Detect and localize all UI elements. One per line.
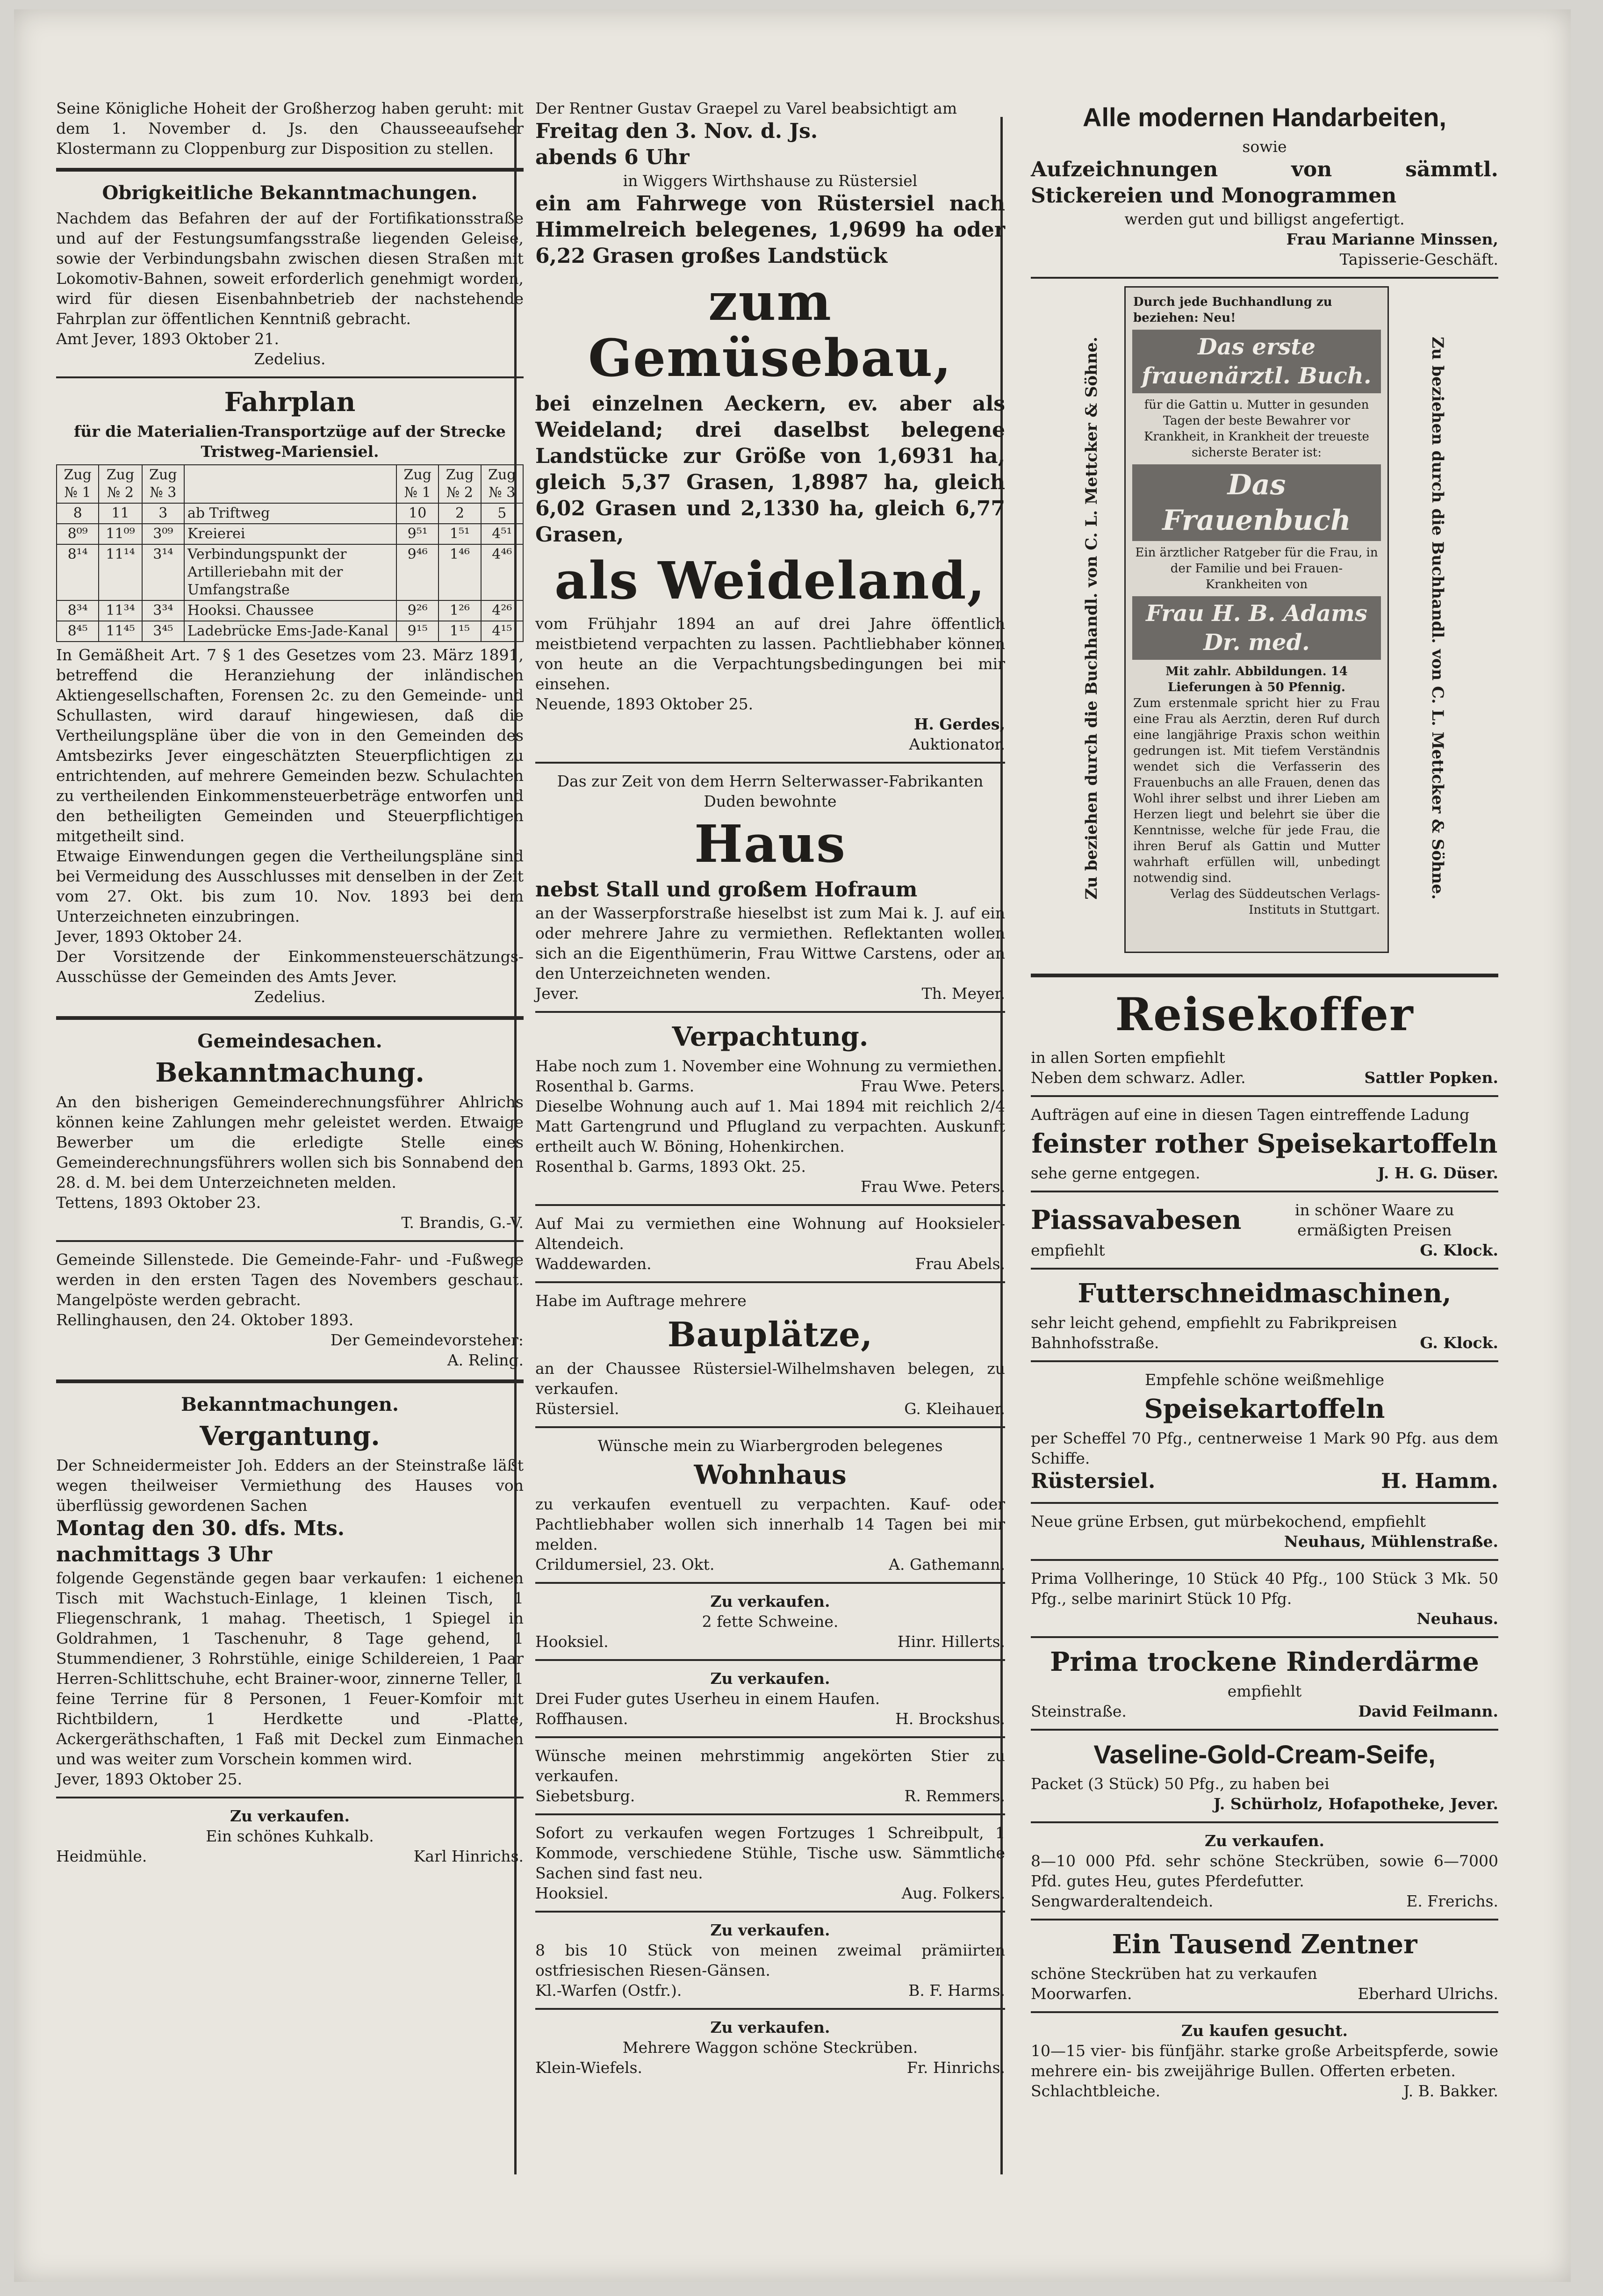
divider (1031, 974, 1498, 977)
ad-title: Zu verkaufen. (710, 2018, 830, 2036)
ad-place: Rosenthal b. Garms. (535, 1077, 695, 1095)
ad-place: Waddewarden. (535, 1255, 652, 1273)
divider (56, 376, 524, 378)
ad-headline: Reisekoffer (1115, 988, 1414, 1041)
ad-place: Klein-Wiefels. (535, 2058, 643, 2077)
ad-signature: R. Remmers. (904, 1787, 1005, 1805)
ad-title: Zu verkaufen. (710, 1921, 830, 1939)
ad-signature: G. Kleihauer. (904, 1400, 1005, 1418)
divider (535, 1281, 1005, 1283)
divider (1031, 1729, 1498, 1731)
ad-text: vom Frühjahr 1894 an auf drei Jahre öffentlich meistbietend verpachten zu lassen. Pachtliebhaber können von heute an die Verpachtungsbedingungen bei mir einsehen. (535, 614, 1005, 693)
ad-title: Zu verkaufen. (1204, 1832, 1325, 1850)
ad-text: in schöner Waare zu ermäßigten Preisen (1294, 1201, 1454, 1239)
notice-place-date: Jever, 1893 Oktober 25. (56, 1770, 243, 1788)
book-advert-publisher: Verlag des Süddeutschen Verlags-Instituts in Stuttgart. (1170, 887, 1380, 917)
ad-subheadline: nebst Stall und großem Hofraum (535, 878, 918, 902)
ad-text: Wünsche meinen mehrstimmig angekörten Stier zu verkaufen. (535, 1747, 1005, 1785)
ad-footer (535, 1554, 1005, 1574)
ad-signature: J. B. Bakker. (1403, 2082, 1498, 2100)
ad-text: 10—15 vier- bis fünfjähr. starke große Arbeitspferde, sowie mehrere ein- bis zweijährige Bullen. Offerten erbeten. (1031, 2042, 1498, 2080)
section-title: Bekanntmachungen. (181, 1393, 399, 1415)
ad-signature: Sattler Popken. (1364, 1069, 1498, 1087)
timetable-header: Zug № 1 Zug № 2 Zug № 3 Zug № 1 Zug № 2 Zug № 3 (57, 465, 523, 503)
ad-headline: Piassavabesen (1031, 1205, 1242, 1235)
divider (535, 1204, 1005, 1206)
ad-headline: Speisekartoffeln (1144, 1393, 1385, 1424)
book-advert-side-text: Zu beziehen durch die Buchhandl. von C. L. Mettcker & Söhne. (1428, 337, 1447, 900)
ad-text: Drei Fuder gutes Userheu in einem Haufen. (535, 1690, 880, 1708)
ad-text: Sofort zu verkaufen wegen Fortzuges 1 Schreibpult, 1 Kommode, verschiedene Stühle, Tische usw. Sämmtliche Sachen sind fast neu. (535, 1824, 1005, 1882)
ad-signature: David Feilmann. (1358, 1702, 1498, 1720)
ad-place: Roffhausen. (535, 1710, 628, 1728)
ad-place: Heidmühle. (56, 1847, 147, 1865)
ad-title: Zu kaufen gesucht. (1181, 2022, 1348, 2040)
column-left (56, 98, 524, 1866)
ad-title: Zu verkaufen. (710, 1669, 830, 1688)
ad-text: an der Wasserpforstraße hieselbst ist zum Mai k. J. auf ein oder mehrere Jahre zu vermiethen. Reflektanten wollen sich an die Eigenthümerin, Frau Wittwe Carstens, oder an den Unterzeichneten wenden. (535, 904, 1005, 982)
newspaper-page (14, 9, 1571, 2282)
ad-signature: G. Klock. (1420, 1334, 1498, 1352)
divider (1031, 277, 1498, 279)
ad-headline: Vaseline-Gold-Cream-Seife, (1093, 1740, 1436, 1769)
ad-footer (535, 1632, 1005, 1652)
ad-signature: Fr. Hinrichs. (906, 2058, 1005, 2077)
ad-signature: Frau Wwe. Peters. (860, 1177, 1005, 1196)
ad-text: 8 bis 10 Stück von meinen zweimal prämiirten ostfriesischen Riesen-Gänsen. (535, 1941, 1005, 1979)
ad-footer (535, 983, 1005, 1004)
ad-footer (535, 1786, 1005, 1806)
ad-text: bei einzelnen Aeckern, ev. aber als Weideland; drei daselbst belegene Landstücke zur Größe von 1,6931 ha, gleich 5,37 Grasen, 1,8987 ha, gleich 6,02 Grasen und 2,1330 ha, gleich 6,77 Grasen, (535, 392, 1005, 547)
ad-signature: J. H. G. Düser. (1377, 1164, 1498, 1182)
ad-text: in allen Sorten empfiehlt (1031, 1048, 1225, 1067)
ad-place: Rüstersiel. (535, 1400, 619, 1418)
divider (535, 1426, 1005, 1428)
column-right (1031, 98, 1498, 2101)
timetable (56, 464, 524, 642)
ad-signature: Hinr. Hillerts. (897, 1632, 1005, 1651)
ad-text: empfiehlt (1227, 1682, 1302, 1700)
notice-signature: A. Reling. (447, 1351, 524, 1369)
ad-footer (535, 1709, 1005, 1729)
ad-text: Empfehle schöne weißmehlige (1144, 1371, 1385, 1389)
ad-text: sowie (1242, 137, 1287, 156)
ad-text: 2 fette Schweine. (702, 1612, 839, 1631)
ad-place-date: Rosenthal b. Garms, 1893 Okt. 25. (535, 1157, 806, 1176)
ad-date: Freitag den 3. Nov. d. Js. (535, 119, 818, 143)
divider (1031, 1919, 1498, 1921)
ad-place: Crildumersiel, 23. Okt. (535, 1555, 715, 1574)
ad-signature: H. Brockshus. (895, 1710, 1005, 1728)
book-advert-price: Mit zahlr. Abbildungen. 14 Lieferungen à 50 Pfennig. (1165, 664, 1348, 694)
divider (535, 762, 1005, 764)
ad-signature: Neuhaus, Mühlenstraße. (1284, 1532, 1498, 1551)
ad-place: Kl.-Warfen (Ostfr.). (535, 1981, 682, 2000)
book-advert (1031, 286, 1498, 964)
divider (535, 1582, 1005, 1584)
notice-grand-duke: Seine Königliche Hoheit der Großherzog haben geruht: mit dem 1. November d. Js. den Chausseeaufseher Klostermann zu Cloppenburg zur Disposition zu stellen. (56, 99, 524, 158)
divider (1031, 1821, 1498, 1823)
ad-headline: Verpachtung. (672, 1021, 869, 1052)
ad-footer (1031, 1701, 1498, 1721)
ad-signature: Eberhard Ulrichs. (1358, 1985, 1498, 2003)
ad-place: Bahnhofsstraße. (1031, 1334, 1159, 1352)
ad-title: Zu verkaufen. (710, 1592, 830, 1610)
book-advert-top: Durch jede Buchhandlung zu beziehen: Neu! (1133, 295, 1332, 325)
timetable-subtitle: für die Materialien-Transportzüge auf der Strecke Tristweg-Mariensiel. (74, 422, 506, 461)
ad-signature: B. F. Harms. (908, 1981, 1005, 2000)
ad-footer (535, 1399, 1005, 1419)
divider (535, 1813, 1005, 1815)
book-advert-title: Das Frauenbuch (1132, 464, 1381, 541)
ad-footer (56, 1846, 524, 1866)
ad-headline: Wohnhaus (694, 1459, 847, 1490)
divider (535, 2008, 1005, 2010)
book-advert-text: für die Gattin u. Mutter in gesunden Tagen der beste Bewahrer vor Krankheit, in Krankheit der treueste sicherste Berater ist: (1144, 398, 1369, 460)
ad-headline: Bauplätze, (667, 1314, 873, 1354)
ad-footer (535, 2058, 1005, 2078)
ad-footer (1031, 1984, 1498, 2004)
ad-text: Mehrere Waggon schöne Steckrüben. (622, 2038, 918, 2057)
ad-row (1031, 1200, 1498, 1240)
divider (535, 1659, 1005, 1661)
ad-signature: H. Gerdes, (914, 715, 1005, 733)
divider (535, 1011, 1005, 1013)
ad-footer (1031, 1468, 1498, 1495)
notice-headline: Vergantung. (200, 1421, 380, 1451)
ad-text: an der Chaussee Rüstersiel-Wilhelmshaven belegen, zu verkaufen. (535, 1359, 1005, 1398)
notice-text: folgende Gegenstände gegen baar verkaufen: 1 eichenen Tisch mit Wachstuch-Einlage, 1 kleinen Tisch, 1 Fliegenschrank, 1 mahag. Theetisch, 1 Spiegel in Goldrahmen, 1 Taschenuhr, 8 Tage gehend, 1 Stummendiener, 3 Rohrstühle, einige Schildereien, 1 Paar Herren-Schlittschuhe, echt Brainer-woor, zinnerne Teller, 1 feine Terrine für 8 Personen, 1 Feuer-Komfoir mit Richtbildern, 1 Herdkette und -Platte, Ackergeräthschaften, 1 Faß mit Deckel zum Einmachen und was weiter zum Vorschein kommen wird. (56, 1569, 524, 1768)
ad-signature: H. Hamm. (1381, 1469, 1498, 1493)
divider (535, 1736, 1005, 1738)
book-advert-text: Zum erstenmale spricht hier zu Frau eine Frau als Aerztin, deren Ruf durch eine langjährige Praxis schon weithin gedrungen ist. Mit tiefem Verständnis wendet sich die Verfasserin des Frauenbuchs an alle Frauen, denen das Wohl ihrer selbst und ihrer Lieben am Herzen liegt und belehrt sie über die Kenntnisse, welche für jede Frau, die ihren Beruf als Gattin und Mutter wahrhaft erfüllen will, unbedingt notwendig sind. (1133, 696, 1380, 885)
ad-headline: Haus (694, 814, 847, 874)
divider (1031, 1559, 1498, 1561)
ad-footer (1031, 1068, 1498, 1088)
ad-text: Dieselbe Wohnung auch auf 1. Mai 1894 mit reichlich 2/4 Matt Gartengrund und Pflugland zu verpachten. Auskunft ertheilt auch W. Böning, Hohenkirchen. (535, 1097, 1005, 1155)
ad-place: Schlachtbleiche. (1031, 2082, 1161, 2100)
ad-text: Prima Vollheringe, 10 Stück 40 Pfg., 100 Stück 3 Mk. 50 Pfg., selbe marinirt Stück 10 Pfg. (1031, 1569, 1498, 1608)
notice-place-date: Tettens, 1893 Oktober 23. (56, 1193, 261, 1212)
ad-text: per Scheffel 70 Pfg., centnerweise 1 Mark 90 Pfg. aus dem Schiffe. (1031, 1429, 1498, 1467)
divider (535, 1911, 1005, 1913)
column-middle (535, 98, 1005, 2078)
divider (1031, 2011, 1498, 2013)
ad-footer (535, 1254, 1005, 1274)
divider (1031, 1095, 1498, 1097)
ad-footer (1031, 1163, 1498, 1183)
ad-footer (535, 1883, 1005, 1903)
divider (1031, 1360, 1498, 1362)
ad-headline: Alle modernen Handarbeiten, (1083, 102, 1446, 132)
ad-subheadline: Aufzeichnungen von sämmtl. Stickereien und Monogrammen (1031, 158, 1498, 208)
ad-text: Aufträgen auf eine in diesen Tagen eintreffende Ladung (1031, 1105, 1470, 1124)
timetable-row: 8¹⁴ 11¹⁴ 3¹⁴ Verbindungspunkt der Artilleriebahn mit der Umfangstraße 9⁴⁶ 1⁴⁶ 4⁴⁶ (57, 544, 523, 600)
ad-signature: Th. Meyer. (921, 984, 1005, 1003)
ad-headline: zum Gemüsebau, (588, 272, 952, 388)
ad-signature: Aug. Folkers. (901, 1884, 1005, 1902)
ad-place: Jever. (535, 984, 579, 1003)
ad-title: Zu verkaufen. (230, 1807, 350, 1825)
ad-text: Wünsche mein zu Wiarbergroden belegenes (597, 1437, 943, 1455)
auction-time: nachmittags 3 Uhr (56, 1543, 273, 1567)
ad-text: Habe noch zum 1. November eine Wohnung zu vermiethen. (535, 1057, 1002, 1075)
ad-footer (535, 1980, 1005, 2000)
notice-place-date: Jever, 1893 Oktober 24. (56, 927, 243, 946)
ad-footer (535, 1076, 1005, 1096)
ad-role: Tapisserie-Geschäft. (1339, 250, 1498, 268)
divider (1031, 1268, 1498, 1270)
book-advert-text: Ein ärztlicher Ratgeber für die Frau, in der Familie und bei Frauen-Krankheiten von (1135, 546, 1378, 592)
notice-text: Etwaige Einwendungen gegen die Vertheilungspläne sind bei Vermeidung des Ausschlusses mit denselben in der Zeit vom 27. Okt. bis zum 10. Nov. 1893 bei dem Unterzeichneten einzubringen. (56, 847, 524, 925)
ad-text: empfiehlt (1031, 1241, 1105, 1259)
ad-signature: Neuhaus. (1416, 1610, 1498, 1628)
ad-text: Neue grüne Erbsen, gut mürbekochend, empfiehlt (1031, 1512, 1426, 1531)
ad-footer (1031, 2081, 1498, 2101)
divider (56, 168, 524, 172)
timetable-row: 8⁴⁵ 11⁴⁵ 3⁴⁵ Ladebrücke Ems-Jade-Kanal 9¹⁵ 1¹⁵ 4¹⁵ (57, 621, 523, 642)
notice-signature: Zedelius. (254, 988, 326, 1006)
ad-headline: Futterschneidmaschinen, (1078, 1278, 1452, 1309)
notice-text: In Gemäßheit Art. 7 § 1 des Gesetzes vom 23. März 1891, betreffend die Heranziehung der inländischen Aktiengesellschaften, Forensen 2c. zu den Gemeinde- und Schullasten, wird darauf hingewiesen, daß die Vertheilungspläne über die von in den Gemeinden des Amtsbezirks Jever eingeschätzten Steuerpflichtigen zu entrichtenden, auf mehrere Gemeinden bezw. Schulachten zu vertheilenden Einkommensteuerbeträge entworfen und den betheiligten Gemeinden und Steuerpflichtigen mitgetheilt sind. (56, 646, 524, 845)
ad-text: 8—10 000 Pfd. sehr schöne Steckrüben, sowie 6—7000 Pfd. gutes Heu, gutes Pferdefutter. (1031, 1852, 1498, 1890)
notice-place-date: Amt Jever, 1893 Oktober 21. (56, 330, 279, 348)
ad-place: Hooksiel. (535, 1884, 609, 1902)
book-advert-side-text: Zu beziehen durch die Buchhandl. von C. L. Mettcker & Söhne. (1082, 337, 1101, 900)
section-title: Gemeindesachen. (197, 1030, 382, 1052)
notice-signature: T. Brandis, G.-V. (401, 1213, 524, 1232)
ad-text: sehe gerne entgegen. (1031, 1164, 1200, 1182)
notice-text: Der Vorsitzende der Einkommensteuerschätzungs-Ausschüsse der Gemeinden des Amts Jever. (56, 947, 524, 986)
divider (1031, 1191, 1498, 1192)
ad-headline: Prima trockene Rinderdärme (1050, 1646, 1479, 1677)
ad-footer (1031, 1891, 1498, 1911)
ad-place: Sengwarderaltendeich. (1031, 1892, 1214, 1910)
notice-headline: Bekanntmachung. (155, 1057, 424, 1088)
section-title: Obrigkeitliche Bekanntmachungen. (102, 182, 478, 204)
ad-place: Steinstraße. (1031, 1702, 1127, 1720)
ad-role: Auktionator. (909, 735, 1005, 753)
ad-time: abends 6 Uhr (535, 145, 690, 169)
timetable-row: 8 11 3 ab Triftweg 10 2 5 (57, 503, 523, 524)
ad-footer (1031, 1333, 1498, 1353)
notice-text: Der Schneidermeister Joh. Edders an der Steinstraße läßt wegen theilweiser Vermiethung des Hauses von überflüssig gewordenen Sachen (56, 1456, 524, 1515)
ad-signature: Karl Hinrichs. (413, 1847, 524, 1865)
notice-text: Nachdem das Befahren der auf der Fortifikationsstraße und auf der Festungsumfangsstraße liegenden Geleise, sowie der Verbindungsbahn zwischen diesen Straßen mit Lokomotiv-Bahnen, soweit erforderlich genehmigt worden, wird für diesen Eisenbahnbetrieb der nachstehende Fahrplan zur öffentlichen Kenntniß gebracht. (56, 209, 524, 328)
ad-place: Hooksiel. (535, 1632, 609, 1651)
book-advert-banner: Das erste frauenärztl. Buch. (1132, 330, 1381, 393)
ad-place: Rüstersiel. (1031, 1469, 1156, 1493)
ad-place: Siebetsburg. (535, 1787, 635, 1805)
timetable-row: 8³⁴ 11³⁴ 3³⁴ Hooksi. Chaussee 9²⁶ 1²⁶ 4²⁶ (57, 600, 523, 621)
ad-text: Habe im Auftrage mehrere (535, 1292, 747, 1310)
ad-place-date: Neuende, 1893 Oktober 25. (535, 695, 754, 713)
ad-place: Moorwarfen. (1031, 1985, 1132, 2003)
ad-headline: feinster rother Speisekartoffeln (1031, 1128, 1498, 1159)
divider (56, 1016, 524, 1020)
notice-text: An den bisherigen Gemeinderechnungsführer Ahlrichs können keine Zahlungen mehr geleistet werden. Etwaige Bewerber um die erledigte Stelle eines Gemeinderechnungsführers wollen sich bis Sonnabend den 28. d. M. bei dem Unterzeichneten melden. (56, 1093, 524, 1191)
divider (1031, 1636, 1498, 1638)
ad-signature: Frau Wwe. Peters. (860, 1077, 1005, 1095)
notice-role: Der Gemeindevorsteher: (330, 1331, 524, 1349)
ad-footer (1031, 1240, 1498, 1260)
auction-date: Montag den 30. dfs. Mts. (56, 1516, 345, 1540)
ad-text: schöne Steckrüben hat zu verkaufen (1031, 1964, 1317, 1983)
notice-place-date: Rellinghausen, den 24. Oktober 1893. (56, 1311, 354, 1329)
ad-signature: J. Schürholz, Hofapotheke, Jever. (1213, 1795, 1498, 1813)
notice-text: Gemeinde Sillenstede. Die Gemeinde-Fahr- und -Fußwege werden in den ersten Tagen des Novembers geschaut. Mangelpöste werden gebracht. (56, 1250, 524, 1309)
ad-text: zu verkaufen eventuell zu verpachten. Kauf- oder Pachtliebhaber wollen sich innerhalb 14 Tagen bei mir melden. (535, 1495, 1005, 1553)
ad-text: Ein schönes Kuhkalb. (206, 1827, 374, 1845)
ad-signature: G. Klock. (1420, 1241, 1498, 1259)
ad-text: werden gut und billigst angefertigt. (1124, 210, 1405, 228)
notice-signature: Zedelius. (254, 350, 326, 368)
ad-place: Neben dem schwarz. Adler. (1031, 1069, 1246, 1087)
divider (1031, 1502, 1498, 1504)
divider (56, 1240, 524, 1242)
ad-text: Auf Mai zu vermiethen eine Wohnung auf Hooksieler-Altendeich. (535, 1214, 1005, 1253)
ad-text: Das zur Zeit von dem Herrn Selterwasser-Fabrikanten Duden bewohnte (557, 772, 984, 810)
ad-text: in Wiggers Wirthshause zu Rüstersiel (623, 172, 918, 190)
ad-signature: Frau Abels. (915, 1255, 1005, 1273)
ad-text: sehr leicht gehend, empfiehlt zu Fabrikpreisen (1031, 1314, 1397, 1332)
divider (56, 1379, 524, 1383)
timetable-title: Fahrplan (224, 387, 356, 418)
ad-headline: als Weideland, (554, 550, 986, 611)
ad-signature: A. Gathemann. (889, 1555, 1005, 1574)
ad-text: Der Rentner Gustav Graepel zu Varel beabsichtigt am (535, 99, 957, 117)
ad-signature: Frau Marianne Minssen, (1286, 230, 1498, 248)
book-advert-author: Frau H. B. Adams Dr. med. (1132, 596, 1381, 660)
ad-signature: E. Frerichs. (1406, 1892, 1498, 1910)
ad-text: ein am Fahrwege von Rüstersiel nach Himmelreich belegenes, 1,9699 ha oder 6,22 Grasen großes Landstück (535, 192, 1005, 268)
ad-text: Packet (3 Stück) 50 Pfg., zu haben bei (1031, 1775, 1330, 1793)
book-advert-frame (1124, 286, 1389, 953)
timetable-row: 8⁰⁹ 11⁰⁹ 3⁰⁹ Kreierei 9⁵¹ 1⁵¹ 4⁵¹ (57, 524, 523, 544)
divider (56, 1797, 524, 1798)
ad-headline: Ein Tausend Zentner (1112, 1929, 1417, 1960)
